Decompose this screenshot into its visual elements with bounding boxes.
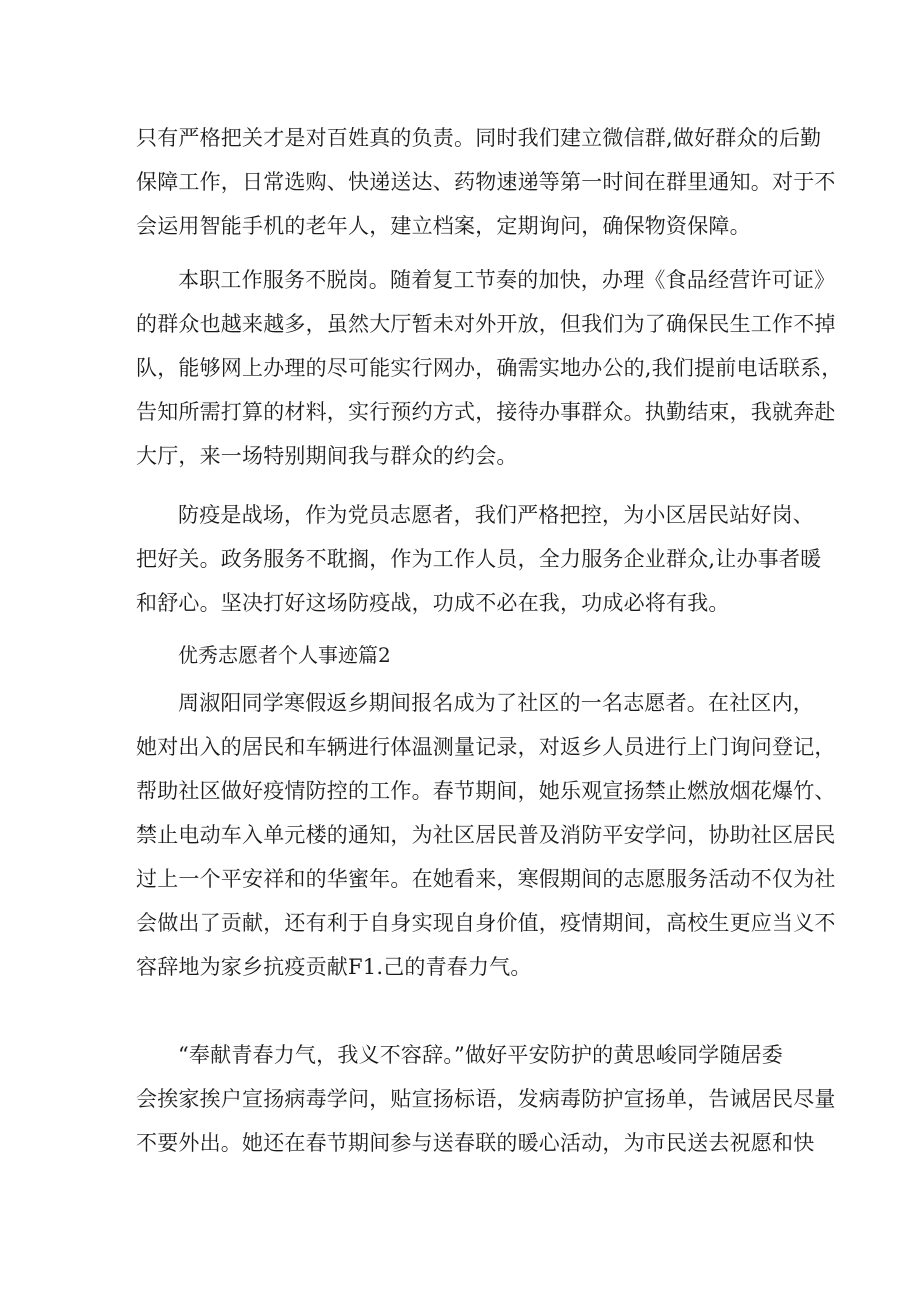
paragraph-line: 本职工作服务不脱岗。随着复工节奏的加快，办理《食品经营许可证》 — [178, 268, 836, 292]
paragraph-4 — [136, 681, 836, 989]
paragraph-line: 帮助社区做好疫情防控的工作。春节期间，她乐观宣扬禁止燃放烟花爆竹、 — [136, 779, 836, 803]
paragraph-line: “奉献青春力气，我义不容辞。”做好平安防护的黄思峻同学随居委 — [178, 1043, 783, 1067]
paragraph-line: 会挨家挨户宣扬病毒学问，贴宣扬标语，发病毒防护宣扬单，告诫居民尽量 — [136, 1087, 836, 1111]
paragraph-line: 队，能够网上办理的尽可能实行网办，确需实地办公的,我们提前电话联系， — [136, 356, 843, 380]
paragraph-3 — [136, 493, 822, 625]
paragraph-line: 和舒心。坚决打好这场防疫战，功成不必在我，功成必将有我。 — [136, 591, 730, 615]
paragraph-5 — [136, 1033, 836, 1165]
paragraph-line: 禁止电动车入单元楼的通知，为社区居民普及消防平安学问，协助社区居民 — [136, 823, 836, 847]
paragraph-line: 保障工作，日常选购、快递送达、药物速递等第一时间在群里通知。对于不 — [136, 170, 836, 194]
paragraph-line: 不要外出。她还在春节期间参与送春联的暖心活动，为市民送去祝愿和快 — [136, 1131, 815, 1155]
paragraph-line: 大厅，来一场特别期间我与群众的约会。 — [136, 444, 518, 468]
paragraph-2 — [136, 258, 843, 478]
paragraph-line: 会做出了贡献，还有利于自身实现自身价值，疫情期间，高校生更应当义不 — [136, 911, 836, 935]
paragraph-line: 过上一个平安祥和的华蜜年。在她看来，寒假期间的志愿服务活动不仅为社 — [136, 867, 836, 891]
paragraph-1 — [136, 116, 836, 248]
paragraph-line: 把好关。政务服务不耽搁，作为工作人员，全力服务企业群众,让办事者暖 — [136, 547, 822, 571]
paragraph-line: 告知所需打算的材料，实行预约方式，接待办事群众。执勤结束，我就奔赴 — [136, 400, 836, 424]
paragraph-line: 的群众也越来越多，虽然大厅暂未对外开放，但我们为了确保民生工作不掉 — [136, 312, 836, 336]
section-heading: 优秀志愿者个人事迹篇2 — [178, 643, 391, 667]
paragraph-line: 周淑阳同学寒假返乡期间报名成为了社区的一名志愿者。在社区内， — [178, 691, 814, 715]
paragraph-line: 会运用智能手机的老年人，建立档案，定期询问，确保物资保障。 — [136, 214, 751, 238]
paragraph-line: 只有严格把关才是对百姓真的负责。同时我们建立微信群,做好群众的后勤 — [136, 126, 822, 150]
paragraph-line: 容辞地为家乡抗疫贡献F1.己的青春力气。 — [136, 955, 532, 979]
paragraph-line: 防疫是战场，作为党员志愿者，我们严格把控，为小区居民站好岗、 — [178, 503, 814, 527]
paragraph-line: 她对出入的居民和车辆进行体温测量记录，对返乡人员进行上门询问登记， — [136, 735, 836, 759]
